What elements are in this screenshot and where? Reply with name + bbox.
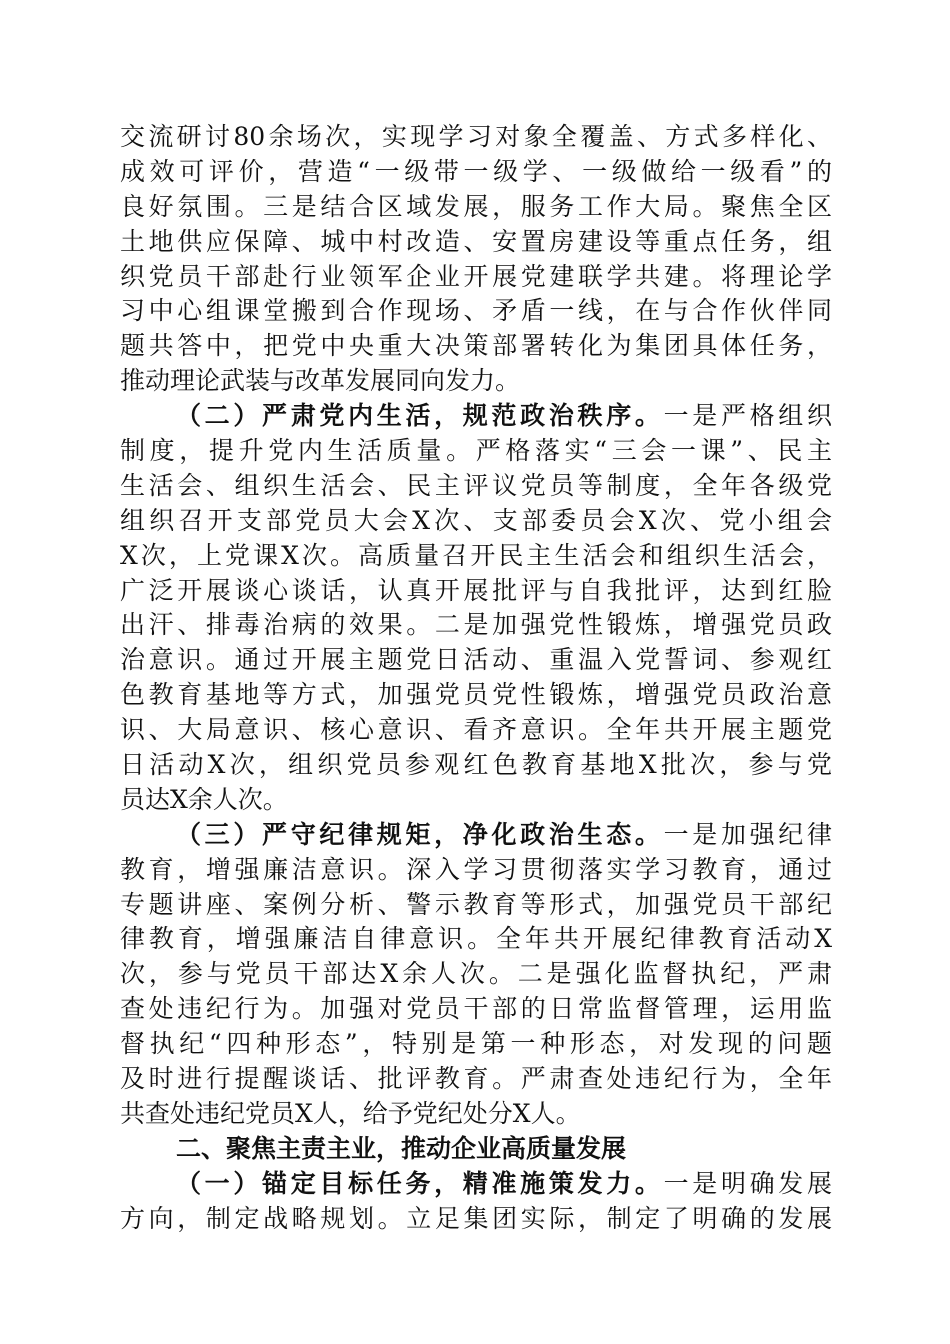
text-line <box>120 225 832 260</box>
line-text: 次，参与党员干部达X余人次。二是强化监督执纪，严肃 <box>120 959 832 989</box>
line-text: 一是加强纪律 <box>663 819 832 849</box>
text-line <box>120 1167 832 1202</box>
line-text: 二、聚焦主责主业，推动企业高质量发展 <box>176 1133 627 1163</box>
text-line <box>120 504 832 539</box>
text-line <box>120 608 832 643</box>
subsection-title: （一）锚定目标任务，精准施策发力。 <box>176 1168 664 1198</box>
text-line <box>120 155 832 190</box>
text-line <box>120 434 832 469</box>
text-line <box>120 853 832 888</box>
line-text: 生活会、组织生活会、民主评议党员等制度，全年各级党 <box>120 470 832 500</box>
line-text: 督执纪“四种形态”，特别是第一种形态，对发现的问题 <box>120 1029 832 1059</box>
text-line <box>120 260 832 295</box>
document-page <box>120 120 832 1237</box>
text-line <box>120 1027 832 1062</box>
line-text: 织党员干部赴行业领军企业开展党建联学共建。将理论学 <box>120 261 832 291</box>
line-text: 推动理论武装与改革发展同向发力。 <box>120 366 521 396</box>
text-line <box>120 643 832 678</box>
line-text: 律教育，增强廉洁自律意识。全年共开展纪律教育活动X <box>120 924 832 954</box>
text-line <box>120 678 832 713</box>
line-text: 一是明确发展 <box>663 1168 832 1198</box>
text-line <box>120 992 832 1027</box>
text-line <box>120 190 832 225</box>
line-text: 习中心组课堂搬到合作现场、矛盾一线，在与合作伙伴同 <box>120 296 832 326</box>
text-line <box>120 818 832 853</box>
text-line <box>120 539 832 574</box>
line-text: 方向，制定战略规划。立足集团实际，制定了明确的发展 <box>120 1203 832 1233</box>
line-text: 及时进行提醒谈话、批评教育。严肃查处违纪行为，全年 <box>120 1064 832 1094</box>
text-line <box>120 1202 832 1237</box>
subsection-title: （三）严守纪律规矩，净化政治生态。 <box>176 819 664 849</box>
line-text: 出汗、排毒治病的效果。二是加强党性锻炼，增强党员政 <box>120 610 832 640</box>
line-text: 广泛开展谈心谈话，认真开展批评与自我批评，达到红脸 <box>120 575 832 605</box>
section-heading <box>120 1132 832 1167</box>
text-line <box>120 364 832 399</box>
text-line <box>120 329 832 364</box>
text-line <box>120 957 832 992</box>
line-text: 交流研讨80余场次，实现学习对象全覆盖、方式多样化、 <box>120 122 832 151</box>
line-text: 识、大局意识、核心意识、看齐意识。全年共开展主题党 <box>120 715 832 745</box>
text-line <box>120 922 832 957</box>
text-line <box>120 1062 832 1097</box>
line-text: 一是严格组织 <box>663 401 832 431</box>
line-text: 教育，增强廉洁意识。深入学习贯彻落实学习教育，通过 <box>120 854 832 884</box>
text-line <box>120 888 832 923</box>
text-line <box>120 294 832 329</box>
subsection-title: （二）严肃党内生活，规范政治秩序。 <box>176 401 664 431</box>
line-text: X次，上党课X次。高质量召开民主生活会和组织生活会， <box>120 540 832 570</box>
text-line <box>120 469 832 504</box>
line-text: 员达X余人次。 <box>120 784 288 814</box>
line-text: 专题讲座、案例分析、警示教育等形式，加强党员干部纪 <box>120 889 832 919</box>
line-text: 土地供应保障、城中村改造、安置房建设等重点任务，组 <box>120 226 832 256</box>
line-text: 日活动X次，组织党员参观红色教育基地X批次，参与党 <box>120 750 832 780</box>
line-text: 成效可评价，营造“一级带一级学、一级做给一级看”的 <box>120 156 832 186</box>
line-text: 良好氛围。三是结合区域发展，服务工作大局。聚焦全区 <box>120 191 832 221</box>
line-text: 共查处违纪党员X人，给予党纪处分X人。 <box>120 1098 581 1128</box>
text-line <box>120 748 832 783</box>
text-line <box>120 120 832 155</box>
text-line <box>120 783 832 818</box>
text-line <box>120 399 832 434</box>
text-line <box>120 1097 832 1132</box>
text-line <box>120 574 832 609</box>
line-text: 组织召开支部党员大会X次、支部委员会X次、党小组会 <box>120 505 832 535</box>
line-text: 题共答中，把党中央重大决策部署转化为集团具体任务， <box>120 331 832 361</box>
line-text: 色教育基地等方式，加强党员党性锻炼，增强党员政治意 <box>120 680 832 710</box>
line-text: 查处违纪行为。加强对党员干部的日常监督管理，运用监 <box>120 994 832 1024</box>
line-text: 制度，提升党内生活质量。严格落实“三会一课”、民主 <box>120 436 832 466</box>
line-text: 治意识。通过开展主题党日活动、重温入党誓词、参观红 <box>120 645 832 675</box>
text-line <box>120 713 832 748</box>
